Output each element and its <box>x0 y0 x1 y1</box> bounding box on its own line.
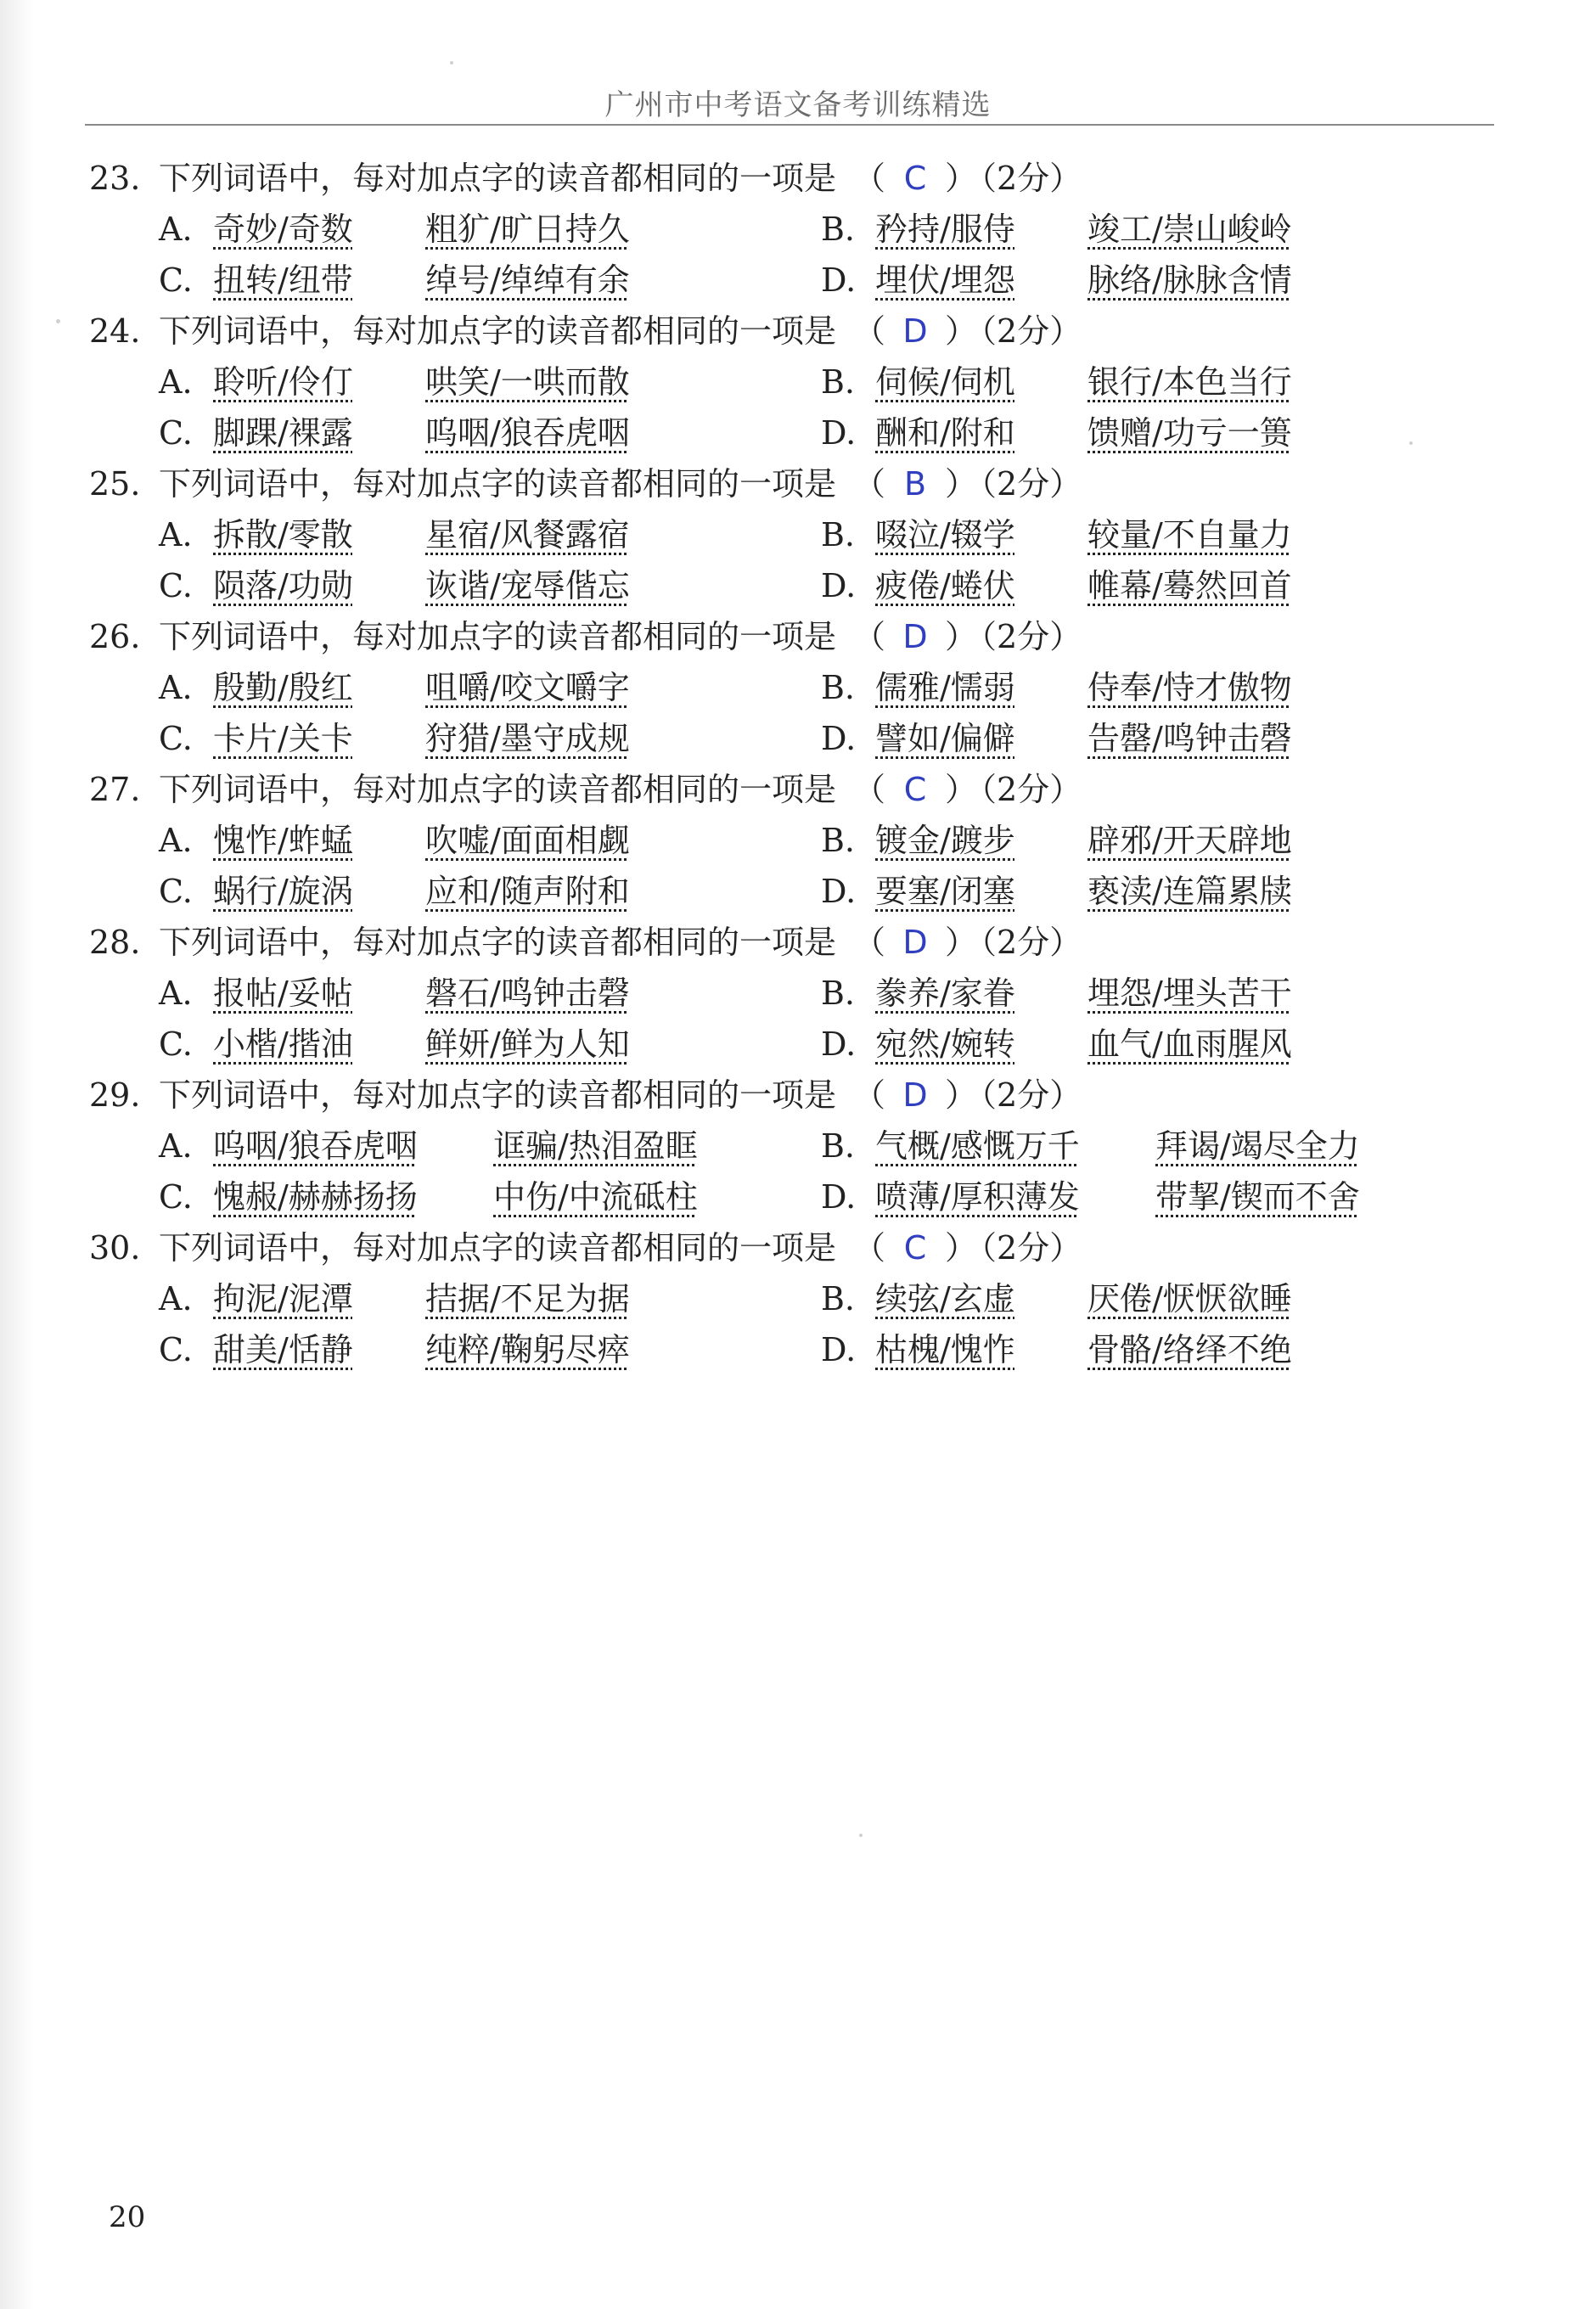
option-c <box>159 560 630 611</box>
options-row <box>89 204 1498 255</box>
paren-open: （ <box>853 1076 886 1114</box>
option-letter: B. <box>821 822 856 859</box>
option-letter: D. <box>821 1178 857 1216</box>
option-d <box>821 1324 1292 1375</box>
scan-speck <box>450 61 453 65</box>
paren-open: （ <box>853 465 886 503</box>
question-stem: 下列词语中，每对加点字的读音都相同的一项是 <box>159 465 837 503</box>
options-row <box>89 509 1498 560</box>
option-letter: D. <box>821 1331 857 1368</box>
option-word-2: 吹嘘/面面相觑 <box>425 822 630 859</box>
option-c <box>159 866 630 917</box>
paren-close: ） <box>945 1076 978 1114</box>
question-block <box>89 153 1498 306</box>
answer-handwritten: D <box>902 1076 928 1114</box>
score: （2分） <box>981 160 1082 197</box>
question-stem-line <box>89 917 1498 968</box>
option-letter: C. <box>159 567 193 604</box>
question-stem: 下列词语中，每对加点字的读音都相同的一项是 <box>159 924 837 961</box>
option-letter: C. <box>159 1178 193 1216</box>
running-header: 广州市中考语文备考训练精选 <box>604 88 992 122</box>
question-number: 29. <box>89 1076 141 1114</box>
option-word-1: 要塞/闭塞 <box>875 873 1015 910</box>
question-block <box>89 917 1498 1070</box>
question-stem-line <box>89 458 1498 509</box>
page-edge-shadow <box>0 0 34 2309</box>
options-row <box>89 255 1498 306</box>
option-d <box>821 1171 1360 1222</box>
paren-open: （ <box>853 771 886 808</box>
question-list <box>89 153 1498 1375</box>
paren-close: ） <box>945 924 978 961</box>
option-letter: B. <box>821 211 856 248</box>
option-letter: A. <box>159 516 193 553</box>
question-block <box>89 306 1498 458</box>
option-b <box>821 662 1292 713</box>
answer-handwritten: C <box>903 1229 927 1267</box>
option-word-1: 气概/感慨万千 <box>875 1127 1080 1165</box>
answer-handwritten: C <box>903 771 927 808</box>
question-number: 23. <box>89 160 141 197</box>
option-letter: C. <box>159 261 193 299</box>
answer-handwritten: D <box>902 618 928 655</box>
option-a <box>159 662 630 713</box>
question-number: 25. <box>89 465 141 503</box>
option-word-1: 奇妙/奇数 <box>213 211 353 248</box>
question-stem: 下列词语中，每对加点字的读音都相同的一项是 <box>159 1076 837 1114</box>
paren-close: ） <box>945 160 978 197</box>
option-letter: C. <box>159 873 193 910</box>
option-word-2: 拜谒/竭尽全力 <box>1155 1127 1360 1165</box>
paren-open: （ <box>853 160 886 197</box>
option-word-1: 儒雅/懦弱 <box>875 669 1015 706</box>
question-stem: 下列词语中，每对加点字的读音都相同的一项是 <box>159 312 837 350</box>
option-letter: B. <box>821 975 856 1012</box>
option-letter: A. <box>159 669 193 706</box>
score: （2分） <box>981 771 1082 808</box>
paren-close: ） <box>945 618 978 655</box>
option-c <box>159 713 630 764</box>
score: （2分） <box>981 618 1082 655</box>
option-word-2: 粗犷/旷日持久 <box>425 211 630 248</box>
option-letter: C. <box>159 720 193 757</box>
option-word-2: 星宿/风餐露宿 <box>425 516 630 553</box>
question-block <box>89 458 1498 611</box>
option-d <box>821 713 1292 764</box>
question-stem: 下列词语中，每对加点字的读音都相同的一项是 <box>159 618 837 655</box>
option-word-1: 酬和/附和 <box>875 414 1015 452</box>
header-rule <box>85 124 1494 126</box>
option-letter: D. <box>821 1025 857 1063</box>
option-word-1: 譬如/偏僻 <box>875 720 1015 757</box>
option-word-2: 血气/血雨腥风 <box>1087 1025 1292 1063</box>
option-letter: A. <box>159 1127 193 1165</box>
options-row <box>89 357 1498 407</box>
options-row <box>89 560 1498 611</box>
option-word-2: 银行/本色当行 <box>1087 363 1292 401</box>
options-row <box>89 968 1498 1019</box>
option-letter: A. <box>159 1280 193 1317</box>
option-b <box>821 1121 1360 1171</box>
option-word-1: 蜗行/旋涡 <box>213 873 353 910</box>
option-d <box>821 1019 1292 1070</box>
option-letter: C. <box>159 1025 193 1063</box>
option-word-1: 疲倦/蜷伏 <box>875 567 1015 604</box>
option-word-1: 呜咽/狼吞虎咽 <box>213 1127 418 1165</box>
option-word-2: 中伤/中流砥柱 <box>493 1178 698 1216</box>
option-letter: D. <box>821 720 857 757</box>
options-row <box>89 866 1498 917</box>
option-word-2: 诓骗/热泪盈眶 <box>493 1127 698 1165</box>
option-letter: D. <box>821 414 857 452</box>
option-word-1: 陨落/功勋 <box>213 567 353 604</box>
option-word-2: 竣工/崇山峻岭 <box>1087 211 1292 248</box>
option-word-1: 小楷/揩油 <box>213 1025 353 1063</box>
option-b <box>821 1273 1292 1324</box>
scan-speck <box>859 1834 863 1837</box>
option-a <box>159 204 630 255</box>
options-row <box>89 1121 1498 1171</box>
option-a <box>159 815 630 866</box>
option-b <box>821 815 1292 866</box>
scan-speck <box>1409 441 1413 445</box>
option-word-2: 较量/不自量力 <box>1087 516 1292 553</box>
option-letter: D. <box>821 567 857 604</box>
paren-close: ） <box>945 465 978 503</box>
option-word-1: 埋伏/埋怨 <box>875 261 1015 299</box>
option-letter: B. <box>821 669 856 706</box>
option-word-1: 喷薄/厚积薄发 <box>875 1178 1080 1216</box>
option-word-2: 应和/随声附和 <box>425 873 630 910</box>
question-stem: 下列词语中，每对加点字的读音都相同的一项是 <box>159 160 837 197</box>
option-word-2: 埋怨/埋头苦干 <box>1087 975 1292 1012</box>
options-row <box>89 1273 1498 1324</box>
option-word-1: 卡片/关卡 <box>213 720 353 757</box>
option-word-1: 啜泣/辍学 <box>875 516 1015 553</box>
option-word-1: 脚踝/裸露 <box>213 414 353 452</box>
page-number: 20 <box>109 2200 146 2234</box>
option-word-1: 枯槐/愧怍 <box>875 1331 1015 1368</box>
score: （2分） <box>981 924 1082 961</box>
option-letter: A. <box>159 211 193 248</box>
option-b <box>821 204 1292 255</box>
option-letter: D. <box>821 873 857 910</box>
option-c <box>159 1171 698 1222</box>
option-a <box>159 1121 698 1171</box>
question-stem-line <box>89 611 1498 662</box>
option-b <box>821 509 1292 560</box>
question-stem-line <box>89 153 1498 204</box>
option-c <box>159 1019 630 1070</box>
option-letter: C. <box>159 1331 193 1368</box>
option-word-1: 殷勤/殷红 <box>213 669 353 706</box>
option-d <box>821 407 1292 458</box>
question-stem-line <box>89 1222 1498 1273</box>
option-word-1: 续弦/玄虚 <box>875 1280 1015 1317</box>
paren-close: ） <box>945 771 978 808</box>
score: （2分） <box>981 465 1082 503</box>
option-letter: B. <box>821 1127 856 1165</box>
question-stem-line <box>89 1070 1498 1121</box>
answer-handwritten: D <box>902 312 928 350</box>
question-block <box>89 764 1498 917</box>
score: （2分） <box>981 1076 1082 1114</box>
option-c <box>159 1324 630 1375</box>
option-word-2: 诙谐/宠辱偕忘 <box>425 567 630 604</box>
question-number: 24. <box>89 312 141 350</box>
option-c <box>159 255 630 306</box>
question-number: 30. <box>89 1229 141 1267</box>
option-word-2: 侍奉/恃才傲物 <box>1087 669 1292 706</box>
paren-open: （ <box>853 312 886 350</box>
option-letter: B. <box>821 363 856 401</box>
question-block <box>89 1222 1498 1375</box>
option-a <box>159 968 630 1019</box>
options-row <box>89 815 1498 866</box>
question-stem: 下列词语中，每对加点字的读音都相同的一项是 <box>159 771 837 808</box>
option-word-2: 带挈/锲而不舍 <box>1155 1178 1360 1216</box>
option-word-2: 拮据/不足为据 <box>425 1280 630 1317</box>
option-word-1: 拘泥/泥潭 <box>213 1280 353 1317</box>
score: （2分） <box>981 312 1082 350</box>
paren-open: （ <box>853 618 886 655</box>
option-word-2: 亵渎/连篇累牍 <box>1087 873 1292 910</box>
scan-speck <box>56 319 60 323</box>
option-letter: D. <box>821 261 857 299</box>
option-word-1: 愧怍/蚱蜢 <box>213 822 353 859</box>
option-word-1: 愧赧/赫赫扬扬 <box>213 1178 418 1216</box>
question-block <box>89 611 1498 764</box>
question-stem-line <box>89 764 1498 815</box>
option-b <box>821 968 1292 1019</box>
paren-close: ） <box>945 312 978 350</box>
option-word-2: 咀嚼/咬文嚼字 <box>425 669 630 706</box>
question-number: 28. <box>89 924 141 961</box>
question-number: 26. <box>89 618 141 655</box>
option-word-1: 镀金/踱步 <box>875 822 1015 859</box>
options-row <box>89 713 1498 764</box>
option-word-2: 鲜妍/鲜为人知 <box>425 1025 630 1063</box>
answer-handwritten: D <box>902 924 928 961</box>
option-a <box>159 1273 630 1324</box>
option-word-2: 脉络/脉脉含情 <box>1087 261 1292 299</box>
option-word-2: 帷幕/蓦然回首 <box>1087 567 1292 604</box>
option-word-1: 矜持/服侍 <box>875 211 1015 248</box>
option-c <box>159 407 630 458</box>
options-row <box>89 1019 1498 1070</box>
option-word-1: 豢养/家眷 <box>875 975 1015 1012</box>
option-d <box>821 560 1292 611</box>
option-word-2: 狩猎/墨守成规 <box>425 720 630 757</box>
option-letter: B. <box>821 516 856 553</box>
option-word-2: 纯粹/鞠躬尽瘁 <box>425 1331 630 1368</box>
option-word-1: 拆散/零散 <box>213 516 353 553</box>
option-a <box>159 509 630 560</box>
option-word-2: 馈赠/功亏一篑 <box>1087 414 1292 452</box>
question-block <box>89 1070 1498 1222</box>
option-d <box>821 255 1292 306</box>
option-letter: C. <box>159 414 193 452</box>
question-stem-line <box>89 306 1498 357</box>
option-letter: A. <box>159 822 193 859</box>
options-row <box>89 1171 1498 1222</box>
question-number: 27. <box>89 771 141 808</box>
option-letter: A. <box>159 975 193 1012</box>
score: （2分） <box>981 1229 1082 1267</box>
option-word-1: 扭转/纽带 <box>213 261 353 299</box>
options-row <box>89 662 1498 713</box>
option-word-1: 报帖/妥帖 <box>213 975 353 1012</box>
paren-open: （ <box>853 1229 886 1267</box>
option-a <box>159 357 630 407</box>
question-stem: 下列词语中，每对加点字的读音都相同的一项是 <box>159 1229 837 1267</box>
options-row <box>89 407 1498 458</box>
option-word-2: 厌倦/恹恹欲睡 <box>1087 1280 1292 1317</box>
option-word-2: 磐石/鸣钟击磬 <box>425 975 630 1012</box>
paren-close: ） <box>945 1229 978 1267</box>
option-word-2: 哄笑/一哄而散 <box>425 363 630 401</box>
option-word-2: 告罄/鸣钟击磬 <box>1087 720 1292 757</box>
answer-handwritten: C <box>903 160 927 197</box>
option-letter: A. <box>159 363 193 401</box>
option-word-2: 辟邪/开天辟地 <box>1087 822 1292 859</box>
option-word-1: 伺候/伺机 <box>875 363 1015 401</box>
option-word-1: 甜美/恬静 <box>213 1331 353 1368</box>
answer-handwritten: B <box>903 465 927 503</box>
option-word-2: 呜咽/狼吞虎咽 <box>425 414 630 452</box>
option-b <box>821 357 1292 407</box>
option-word-2: 绰号/绰绰有余 <box>425 261 630 299</box>
option-letter: B. <box>821 1280 856 1317</box>
options-row <box>89 1324 1498 1375</box>
option-d <box>821 866 1292 917</box>
option-word-1: 宛然/婉转 <box>875 1025 1015 1063</box>
paren-open: （ <box>853 924 886 961</box>
option-word-1: 聆听/伶仃 <box>213 363 353 401</box>
option-word-2: 骨骼/络绎不绝 <box>1087 1331 1292 1368</box>
